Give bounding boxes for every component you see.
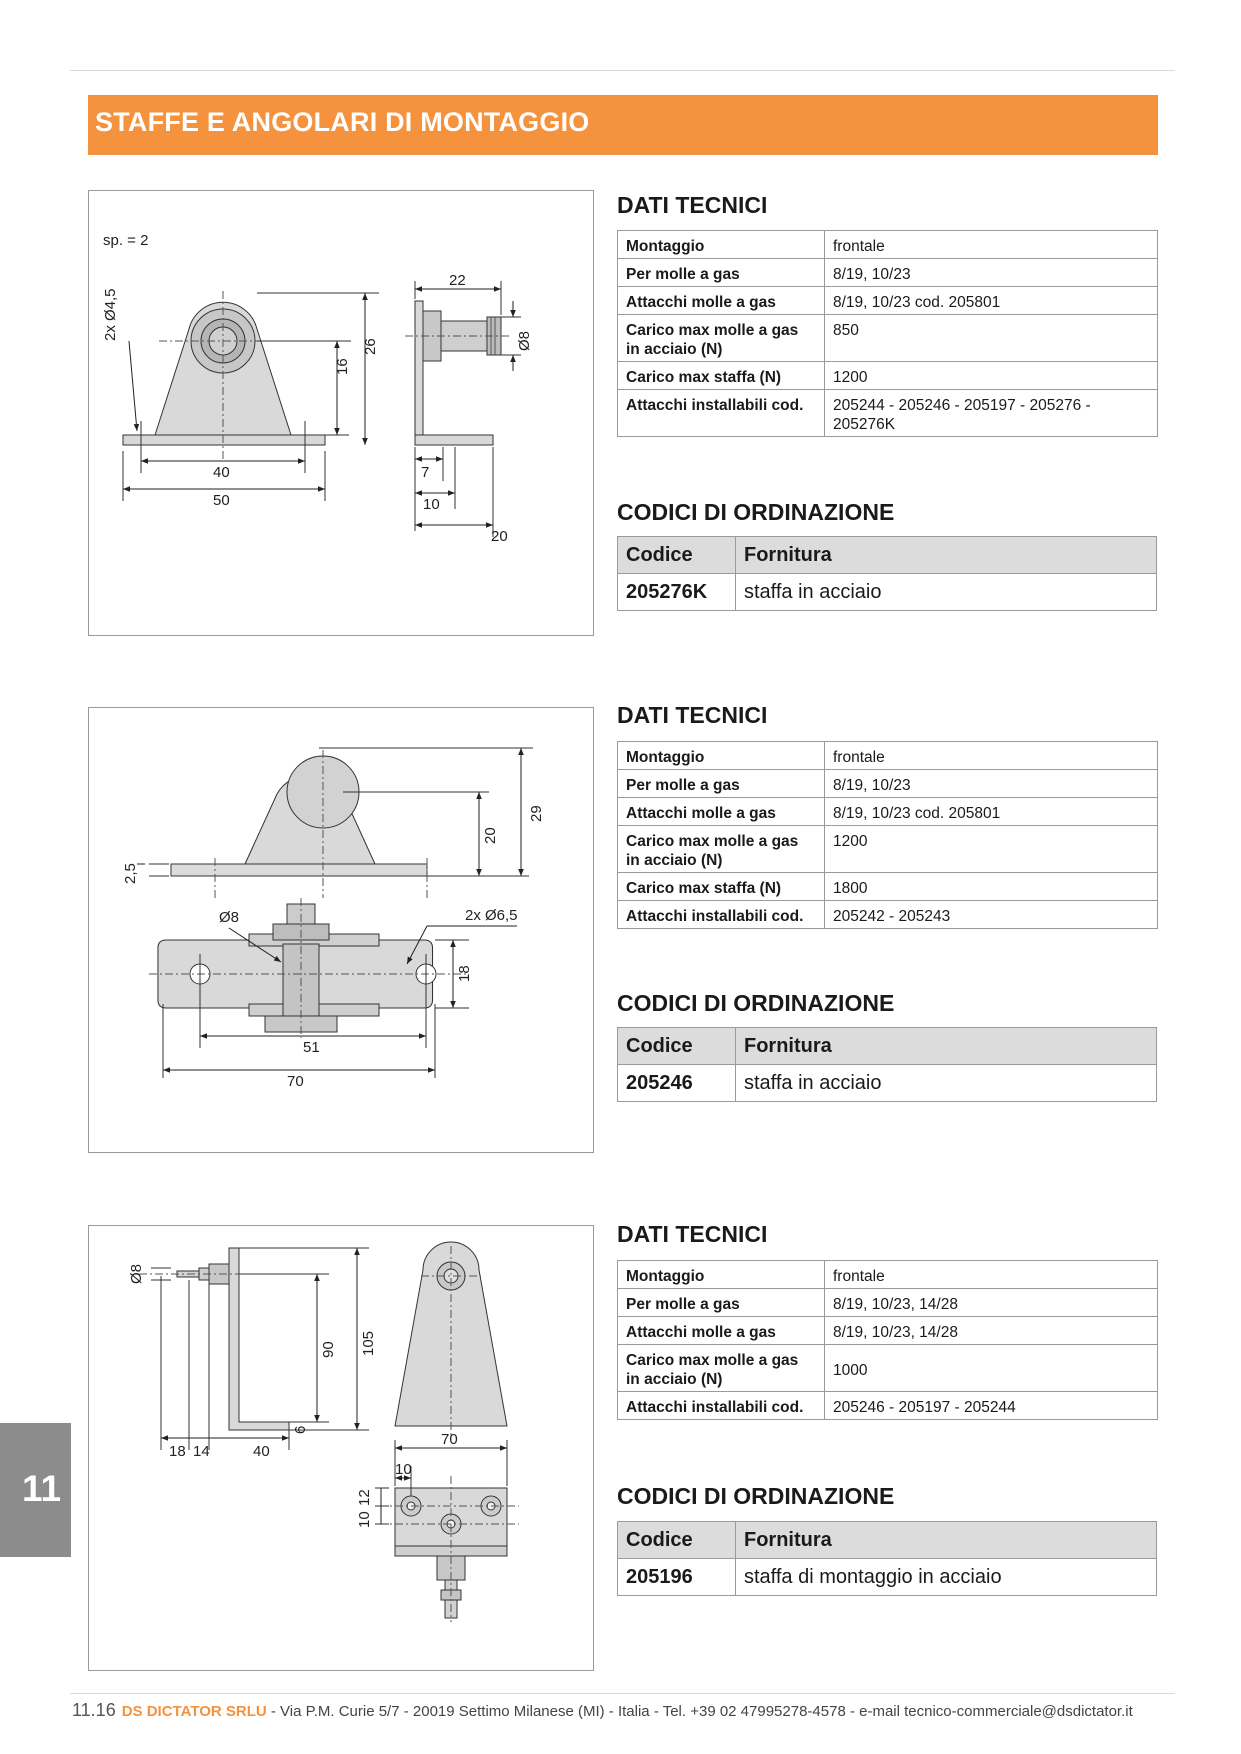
dim-6: 6: [292, 1425, 309, 1434]
tech-data-table-1: [617, 230, 1158, 437]
spec-row: [618, 901, 1158, 929]
spec-label: Carico max staffa (N): [618, 362, 825, 390]
dim-40: 40: [213, 464, 230, 481]
spec-label: Carico max staffa (N): [618, 873, 825, 901]
dim-20: 20: [491, 528, 508, 545]
spec-value: 1200: [825, 826, 1158, 873]
spec-value: 8/19, 10/23 cod. 205801: [825, 798, 1158, 826]
drawing-box-205196: [88, 1225, 594, 1671]
order-row: [618, 1559, 1157, 1596]
spec-row: [618, 259, 1158, 287]
spec-value: frontale: [825, 1261, 1158, 1289]
tech-data-table-2: [617, 741, 1158, 929]
spec-row: [618, 287, 1158, 315]
dim-70: 70: [441, 1431, 458, 1448]
company-name: DS DICTATOR SRLU: [121, 1703, 267, 1720]
spec-row: [618, 742, 1158, 770]
dim-50: 50: [213, 492, 230, 509]
section-tab: [0, 1423, 71, 1557]
dim-12: 12: [356, 1489, 373, 1506]
spec-label: Montaggio: [618, 231, 825, 259]
dim-14: 14: [193, 1443, 210, 1460]
dim-2-5: 2,5: [122, 863, 139, 884]
spec-value: 205244 - 205246 - 205197 - 205276 - 205276K: [825, 390, 1158, 437]
spec-row: [618, 1289, 1158, 1317]
spec-row: [618, 798, 1158, 826]
drawing-box-205276k: [88, 190, 594, 636]
section-banner: [88, 95, 1158, 155]
spec-row: [618, 1392, 1158, 1420]
order-header-code: Codice: [618, 1522, 736, 1559]
dim-90: 90: [320, 1341, 337, 1358]
spec-value: 1800: [825, 873, 1158, 901]
dim-22: 22: [449, 272, 466, 289]
tech-data-title-3: DATI TECNICI: [617, 1221, 768, 1247]
dim-d8: Ø8: [516, 330, 533, 351]
spec-label: Montaggio: [618, 742, 825, 770]
spec-row: [618, 826, 1158, 873]
spec-label: Per molle a gas: [618, 259, 825, 287]
spec-value: 8/19, 10/23, 14/28: [825, 1317, 1158, 1345]
order-code: 205246: [618, 1065, 736, 1102]
order-codes-table-3: [617, 1521, 1157, 1596]
order-codes-title-2: CODICI DI ORDINAZIONE: [617, 990, 895, 1016]
spec-label: Attacchi molle a gas: [618, 287, 825, 315]
spec-label: Attacchi installabili cod.: [618, 901, 825, 929]
order-code: 205196: [618, 1559, 736, 1596]
order-header-supply: Fornitura: [736, 1522, 1157, 1559]
spec-row: [618, 1261, 1158, 1289]
order-header-code: Codice: [618, 1028, 736, 1065]
page-number: 11.16: [72, 1700, 116, 1720]
order-header-supply: Fornitura: [736, 537, 1157, 574]
section-title: STAFFE E ANGOLARI DI MONTAGGIO: [95, 107, 590, 137]
spec-row: [618, 1317, 1158, 1345]
spec-value: 1000: [825, 1345, 1158, 1392]
technical-drawing-205196: [89, 1226, 593, 1670]
dim-70: 70: [287, 1073, 304, 1090]
spec-value: 1200: [825, 362, 1158, 390]
spec-label: Carico max molle a gas in acciaio (N): [618, 826, 825, 873]
spec-row: [618, 873, 1158, 901]
dim-d8: Ø8: [128, 1263, 145, 1284]
dim-40: 40: [253, 1443, 270, 1460]
spec-row: [618, 390, 1158, 437]
spec-value: 8/19, 10/23: [825, 770, 1158, 798]
dim-20: 20: [482, 827, 499, 844]
spec-label: Per molle a gas: [618, 1289, 825, 1317]
dim-51: 51: [303, 1039, 320, 1056]
spec-label: Attacchi molle a gas: [618, 798, 825, 826]
spec-value: frontale: [825, 231, 1158, 259]
order-header-row: [618, 1522, 1157, 1559]
order-supply: staffa in acciaio: [736, 1065, 1157, 1102]
drawing-box-205246: [88, 707, 594, 1153]
spec-label: Attacchi molle a gas: [618, 1317, 825, 1345]
spec-row: [618, 231, 1158, 259]
spec-value: 850: [825, 315, 1158, 362]
dim-18: 18: [169, 1443, 186, 1460]
dim-hole: 2x Ø4,5: [102, 288, 119, 341]
spec-label: Carico max molle a gas in acciaio (N): [618, 1345, 825, 1392]
spec-label: Montaggio: [618, 1261, 825, 1289]
spec-value: 205246 - 205197 - 205244: [825, 1392, 1158, 1420]
spec-value: 8/19, 10/23, 14/28: [825, 1289, 1158, 1317]
dim-10: 10: [423, 496, 440, 513]
dim-d8: Ø8: [219, 909, 240, 926]
spec-label: Carico max molle a gas in acciaio (N): [618, 315, 825, 362]
footer-rule: [70, 1693, 1175, 1694]
order-row: [618, 1065, 1157, 1102]
technical-drawing-205246: [89, 708, 593, 1152]
dim-7: 7: [421, 464, 430, 481]
dim-hole: 2x Ø6,5: [465, 907, 518, 924]
order-codes-title-1: CODICI DI ORDINAZIONE: [617, 499, 895, 525]
section-number: 11: [22, 1468, 62, 1509]
order-codes-table-2: [617, 1027, 1157, 1102]
footer: [72, 1700, 1133, 1721]
spec-label: Per molle a gas: [618, 770, 825, 798]
dim-105: 105: [360, 1330, 377, 1356]
spec-value: 8/19, 10/23 cod. 205801: [825, 287, 1158, 315]
order-header-code: Codice: [618, 537, 736, 574]
top-rule: [70, 70, 1175, 71]
dim-10-b: 10: [356, 1511, 373, 1528]
company-address: - Via P.M. Curie 5/7 - 20019 Settimo Milanese (MI) - Italia - Tel. +39 02 47995278-4578 - e-mail tecnico-commerciale@dsdictator.it: [266, 1703, 1133, 1720]
spec-row: [618, 1345, 1158, 1392]
order-supply: staffa di montaggio in acciaio: [736, 1559, 1157, 1596]
order-code: 205276K: [618, 574, 736, 611]
order-header-row: [618, 1028, 1157, 1065]
order-supply: staffa in acciaio: [736, 574, 1157, 611]
spec-value: 8/19, 10/23: [825, 259, 1158, 287]
spec-value: frontale: [825, 742, 1158, 770]
dim-26: 26: [362, 338, 379, 355]
order-codes-title-3: CODICI DI ORDINAZIONE: [617, 1483, 895, 1509]
dim-29: 29: [528, 805, 545, 822]
order-row: [618, 574, 1157, 611]
spec-label: Attacchi installabili cod.: [618, 1392, 825, 1420]
order-codes-table-1: [617, 536, 1157, 611]
spec-value: 205242 - 205243: [825, 901, 1158, 929]
tech-data-title-2: DATI TECNICI: [617, 702, 768, 728]
spec-row: [618, 770, 1158, 798]
thickness-note: sp. = 2: [103, 232, 149, 249]
tech-data-table-3: [617, 1260, 1158, 1420]
spec-label: Attacchi installabili cod.: [618, 390, 825, 437]
dim-10-a: 10: [395, 1461, 412, 1478]
order-header-row: [618, 537, 1157, 574]
dim-18: 18: [456, 965, 473, 982]
technical-drawing-205276k: [89, 191, 593, 635]
order-header-supply: Fornitura: [736, 1028, 1157, 1065]
spec-row: [618, 362, 1158, 390]
tech-data-title-1: DATI TECNICI: [617, 192, 768, 218]
dim-16: 16: [334, 358, 351, 375]
spec-row: [618, 315, 1158, 362]
